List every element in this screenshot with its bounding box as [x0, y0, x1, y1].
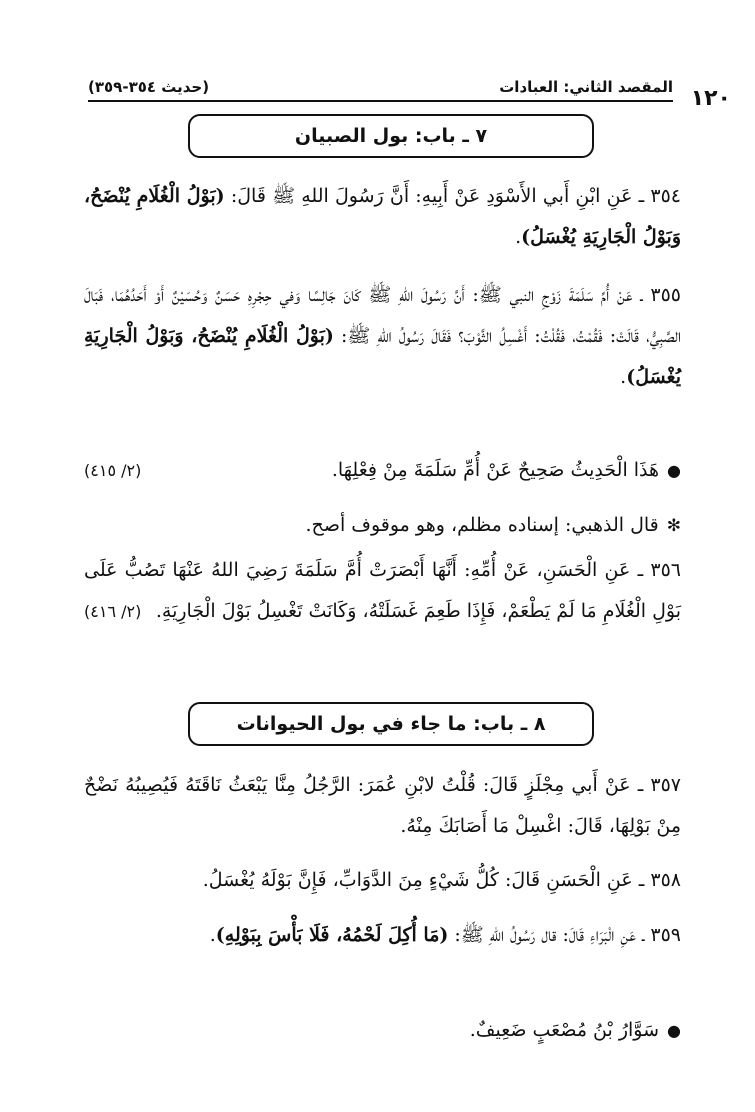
hadith-text: ٣٥٧ ـ عَنْ أَبي مِجْلَزٍ قَالَ: قُلْتُ لابْنِ عُمَرَ: الرَّجُلُ مِنَّا يَبْعَثُ نَاقَتَهُ فَيُصِيبُهُ نَضْحٌ مِنْ بَوْلِهَا، قَالَ: اغْسِلْ مَا أَصَابَكَ مِنْهُ. — [84, 774, 681, 837]
hadith-text: ٣٥٤ ـ عَنِ ابْنِ أَبي الأَسْوَدِ عَنْ أَبِيهِ: أَنَّ رَسُولَ اللهِ ﷺ قَالَ: — [224, 185, 681, 207]
hadith-matn-bold: (بَوْلُ الْغُلَامِ يُنْضَحُ، وَبَوْلُ الْجَارِيَةِ يُغْسَلُ) — [84, 185, 681, 248]
chapter-title: ٨ ـ باب: ما جاء في بول الحيوانات — [236, 713, 546, 735]
commentary-355 — [84, 450, 681, 491]
page-number: ١٢٠ — [690, 86, 731, 111]
hadith-text: ٣٥٦ ـ عَنِ الْحَسَنِ، عَنْ أُمِّهِ: أَنَّهَا أَبْصَرَتْ أُمَّ سَلَمَةَ رَضِيَ اللهُ عَنْهَا تَصُبُّ عَلَى بَوْلِ الْغُلَامِ مَا لَمْ يَطْعَمْ، فَإِذَا طَعِمَ غَسَلَتْهُ، وَكَانَتْ تَغْسِلُ بَوْلَ الْجَارِيَةِ. — [84, 559, 681, 622]
commentary-text: هَذَا الْحَدِيثُ صَحِيحٌ عَنْ أُمِّ سَلَمَةَ مِنْ فِعْلِهَا. — [331, 459, 660, 481]
bullet-icon: ● — [667, 1021, 681, 1040]
hadith-357 — [84, 765, 681, 847]
hadith-354 — [84, 176, 681, 258]
chapter-heading-8 — [188, 702, 594, 746]
chapter-heading-7 — [188, 114, 594, 158]
hadith-text: ٣٥٩ ـ عَنِ الْبَرَاءِ قَالَ: قال رَسُولُ اللهِ ﷺ: — [448, 924, 681, 946]
dhahabi-text: قال الذهبي: إسناده مظلم، وهو موقوف أصح. — [305, 514, 659, 536]
header-section-title: المقصد الثاني: العبادات — [499, 78, 673, 96]
hadith-matn-bold: (مَا أُكِلَ لَحْمُهُ، فَلَا بَأْسَ بِبَوْلِهِ) — [215, 924, 449, 946]
running-header — [88, 62, 673, 102]
dhahabi-comment-355 — [84, 505, 681, 547]
commentary-359 — [84, 1010, 681, 1051]
bullet-icon: ● — [667, 461, 681, 480]
source-reference: (٢/ ٤١٦) — [84, 602, 142, 621]
hadith-356 — [84, 550, 681, 632]
hadith-355 — [84, 275, 681, 398]
hadith-text: ٣٥٨ ـ عَنِ الْحَسَنِ قَالَ: كُلُّ شَيْءٍ مِنَ الدَّوَابِّ، فَإِنَّ بَوْلَهُ يُغْسَلُ. — [202, 869, 681, 891]
hadith-matn-bold: (بَوْلُ الْغُلَامِ يُنْضَحُ، وَبَوْلُ الْجَارِيَةِ يُغْسَلُ) — [84, 325, 681, 388]
hadith-358 — [84, 860, 681, 901]
hadith-end: . — [515, 226, 522, 248]
hadith-359 — [84, 915, 681, 956]
chapter-title: ٧ ـ باب: بول الصبيان — [294, 125, 488, 147]
header-hadith-range: (حديث ٣٥٤-٣٥٩) — [88, 78, 210, 96]
hadith-text: ٣٥٥ ـ عَنْ أُمِّ سَلَمَةَ زَوْجِ النبي ﷺ: أَنَّ رَسُولَ اللهِ ﷺ كَانَ جَالِسًا وَفي حِجْرِهِ حَسَنٌ وَحُسَيْنٌ أَوْ أَحَدُهُمَا، فَبَالَ الصَّبِيُّ، قَالَتْ: فَقُمْتُ، فَقُلْتُ: أَغْسِلُ الثَّوْبَ؟ فَقَالَ رَسُولُ اللهِ ﷺ: — [84, 284, 681, 347]
source-reference: (٢/ ٤١٥) — [84, 461, 142, 480]
hadith-end: . — [209, 924, 216, 946]
asterisk-icon: ✻ — [666, 516, 681, 536]
hadith-end: . — [620, 366, 627, 388]
commentary-text: سَوَّارُ بْنُ مُصْعَبٍ ضَعِيفٌ. — [469, 1019, 660, 1041]
